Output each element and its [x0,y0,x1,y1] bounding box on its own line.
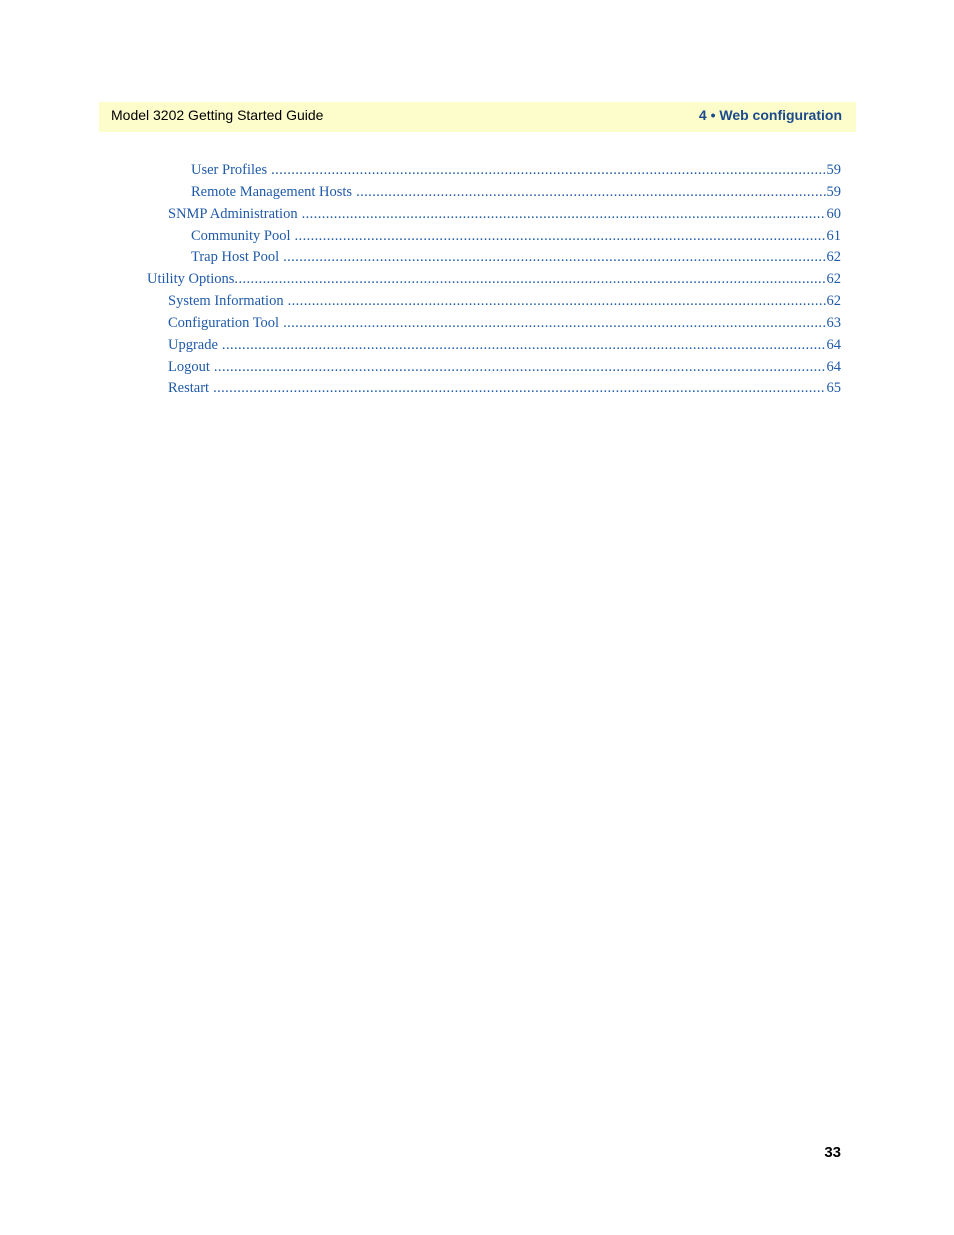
toc-entry-system-information[interactable] [168,293,841,313]
toc-entry-community-pool[interactable] [191,228,841,248]
chapter-title: 4 • Web configuration [698,107,842,123]
toc-leader-dots [213,380,825,397]
toc-entry-remote-management-hosts[interactable] [191,184,841,204]
toc-entry-page: 63 [826,315,841,331]
toc-entry-utility-options[interactable] [147,271,841,291]
toc-entry-page: 62 [826,293,841,309]
toc-entry-title: Trap Host Pool [191,249,280,265]
toc-leader-dots [356,184,825,201]
toc-entry-title: Upgrade [168,337,218,353]
toc-entry-user-profiles[interactable] [191,162,841,182]
toc-entry-trap-host-pool[interactable] [191,249,841,269]
toc-entry-page: 61 [826,228,841,244]
toc-leader-dots [222,337,826,354]
toc-entry-logout[interactable] [168,359,841,379]
toc-leader-dots [234,271,825,288]
toc-entry-title: Remote Management Hosts [191,184,353,200]
toc-leader-dots [283,315,825,332]
toc-entry-page: 62 [826,271,841,287]
running-header [99,102,856,132]
toc-leader-dots [271,162,825,179]
toc-entry-page: 59 [826,162,841,178]
toc-leader-dots [288,293,826,310]
toc-leader-dots [295,228,826,245]
toc-leader-dots [283,249,825,266]
toc-entry-page: 64 [826,359,841,375]
toc-entry-title: Restart [168,380,210,396]
toc-leader-dots [302,206,826,223]
toc-entry-title: User Profiles [191,162,268,178]
toc-entry-page: 65 [826,380,841,396]
toc-entry-title: Configuration Tool [168,315,280,331]
toc-entry-page: 62 [826,249,841,265]
toc-entry-page: 59 [826,184,841,200]
page-number: 33 [824,1144,841,1161]
toc-entry-title: Logout [168,359,210,375]
guide-title: Model 3202 Getting Started Guide [111,107,324,123]
toc-entry-title: System Information [168,293,284,309]
toc-entry-title: SNMP Administration [168,206,298,222]
toc-leader-dots [214,359,826,376]
toc-entry-title: Utility Options [147,271,235,287]
toc-entry-page: 60 [826,206,841,222]
toc-entry-upgrade[interactable] [168,337,841,357]
toc-entry-restart[interactable] [168,380,841,400]
toc-entry-configuration-tool[interactable] [168,315,841,335]
toc-entry-page: 64 [826,337,841,353]
toc-entry-snmp-administration[interactable] [168,206,841,226]
toc-entry-title: Community Pool [191,228,291,244]
